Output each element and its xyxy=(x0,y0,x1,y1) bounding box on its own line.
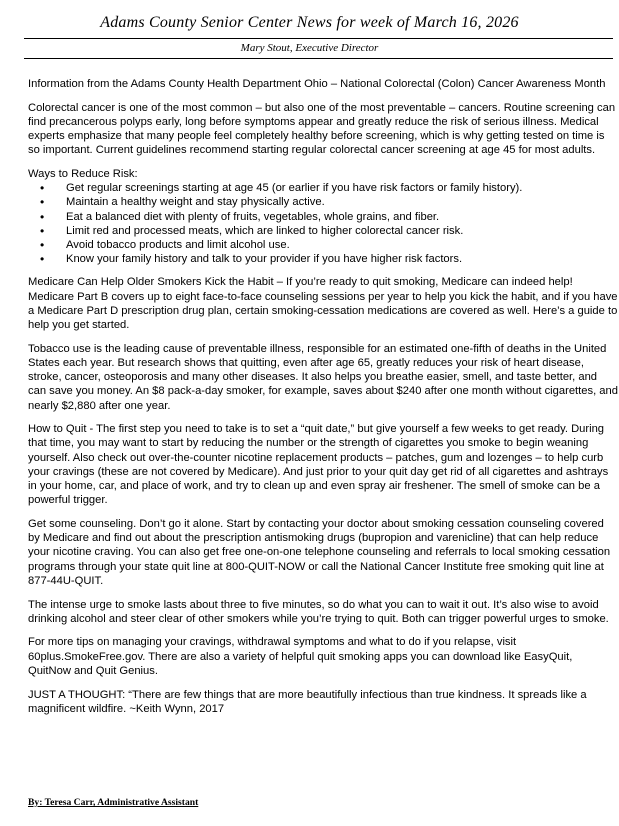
intro-paragraph: Information from the Adams County Health Department Ohio – National Colorectal (Colon) Cancer Awareness Month xyxy=(28,78,606,90)
list-item: • Limit red and processed meats, which are linked to higher colorectal cancer risk. xyxy=(66,224,618,238)
list-item: • Avoid tobacco products and limit alcohol use. xyxy=(66,238,618,252)
risk-list xyxy=(28,181,618,266)
urge-paragraph: The intense urge to smoke lasts about three to five minutes, so do what you can to wait it out. It’s also wise to avoid drinking alcohol and steer clear of other smokers while you’re trying to quit. Both can trigger powerful urges to smoke. xyxy=(28,598,609,625)
list-item: • Know your family history and talk to your provider if you have higher risk factors. xyxy=(66,252,618,266)
thought-paragraph: JUST A THOUGHT: “There are few things that are more beautifully infectious than true kindness. It spreads like a magnificent wildfire. ~Keith Wynn, 2017 xyxy=(28,688,587,715)
tobacco-paragraph: Tobacco use is the leading cause of preventable illness, responsible for an estimated one-fifth of deaths in the United States each year. But research shows that quitting, even after age 65, greatly reduces your risk of heart disease, stroke, cancer, osteoporosis and many other diseases. It also helps you breathe easier, smell, and taste better, and can save you money. An $8 pack-a-day smoker, for example, saves about $240 after one month without cigarettes, and nearly $2,880 after one year. xyxy=(28,342,618,412)
list-item: • Get regular screenings starting at age 45 (or earlier if you have risk factors or family history). xyxy=(66,181,618,195)
medicare-paragraph: Medicare Can Help Older Smokers Kick the Habit – If you’re ready to quit smoking, Medicare can indeed help! Medicare Part B covers up to eight face-to-face counseling sessions per year to help you kick the habit, and if you have a Medicare Part D prescription drug plan, certain smoking-cessation medications are covered as well. Here’s a guide to help you get started. xyxy=(28,276,618,332)
ways-heading: Ways to Reduce Risk: xyxy=(28,168,138,181)
tips-paragraph: For more tips on managing your cravings, withdrawal symptoms and what to do if you relapse, visit 60plus.SmokeFree.gov. There are also a variety of helpful quit smoking apps you can download like EasyQuit, QuitNow and Quit Genius. xyxy=(28,636,573,677)
list-item: • Eat a balanced diet with plenty of fruits, vegetables, whole grains, and fiber. xyxy=(66,210,618,224)
counseling-paragraph: Get some counseling. Don’t go it alone. Start by contacting your doctor about smoking cessation counseling covered by Medicare and find out about the prescription antismoking drugs (bupropion and varenicline) that can help reduce your nicotine craving. You can also get free one-on-one telephone counseling and referrals to local smoking cessation programs through your state quit line at 800-QUIT-NOW or call the National Cancer Institute free smoking quit line at 877-44U-QUIT. xyxy=(28,517,611,587)
article-body xyxy=(28,77,618,725)
executive-director: Mary Stout, Executive Director xyxy=(240,42,379,54)
how-to-quit-paragraph: How to Quit - The first step you need to take is to set a “quit date,” but give yourself a few weeks to get ready. During that time, you may want to start by reducing the number or the strength of cigarettes you smoke to begin weaning yourself. Also check out over-the-counter nicotine replacement products – patches, gum and lozenges – to help curb your cravings (these are not covered by Medicare). And just prior to your quit day get rid of all cigarettes and ashtrays in your home, car, and place of work, and try to clean up and even spray air freshener. The smell of smoke can be a powerful trigger. xyxy=(28,423,609,507)
byline: By: Teresa Carr, Administrative Assistant xyxy=(28,797,199,808)
colorectal-paragraph: Colorectal cancer is one of the most common – but also one of the most preventable – cancers. Routine screening can find precancerous polyps early, long before symptoms appear and greatly reduce the risk of serious illness. Medical experts emphasize that many people feel completely healthy before screening, which is why getting tested on time is so important. Current guidelines recommend starting regular colorectal cancer screening at age 45 for most adults. xyxy=(28,101,616,157)
newsletter-title: Adams County Senior Center News for week of March 16, 2026 xyxy=(100,14,519,31)
director-divider xyxy=(24,58,613,59)
title-divider xyxy=(24,38,613,39)
list-item: • Maintain a healthy weight and stay physically active. xyxy=(66,195,618,209)
